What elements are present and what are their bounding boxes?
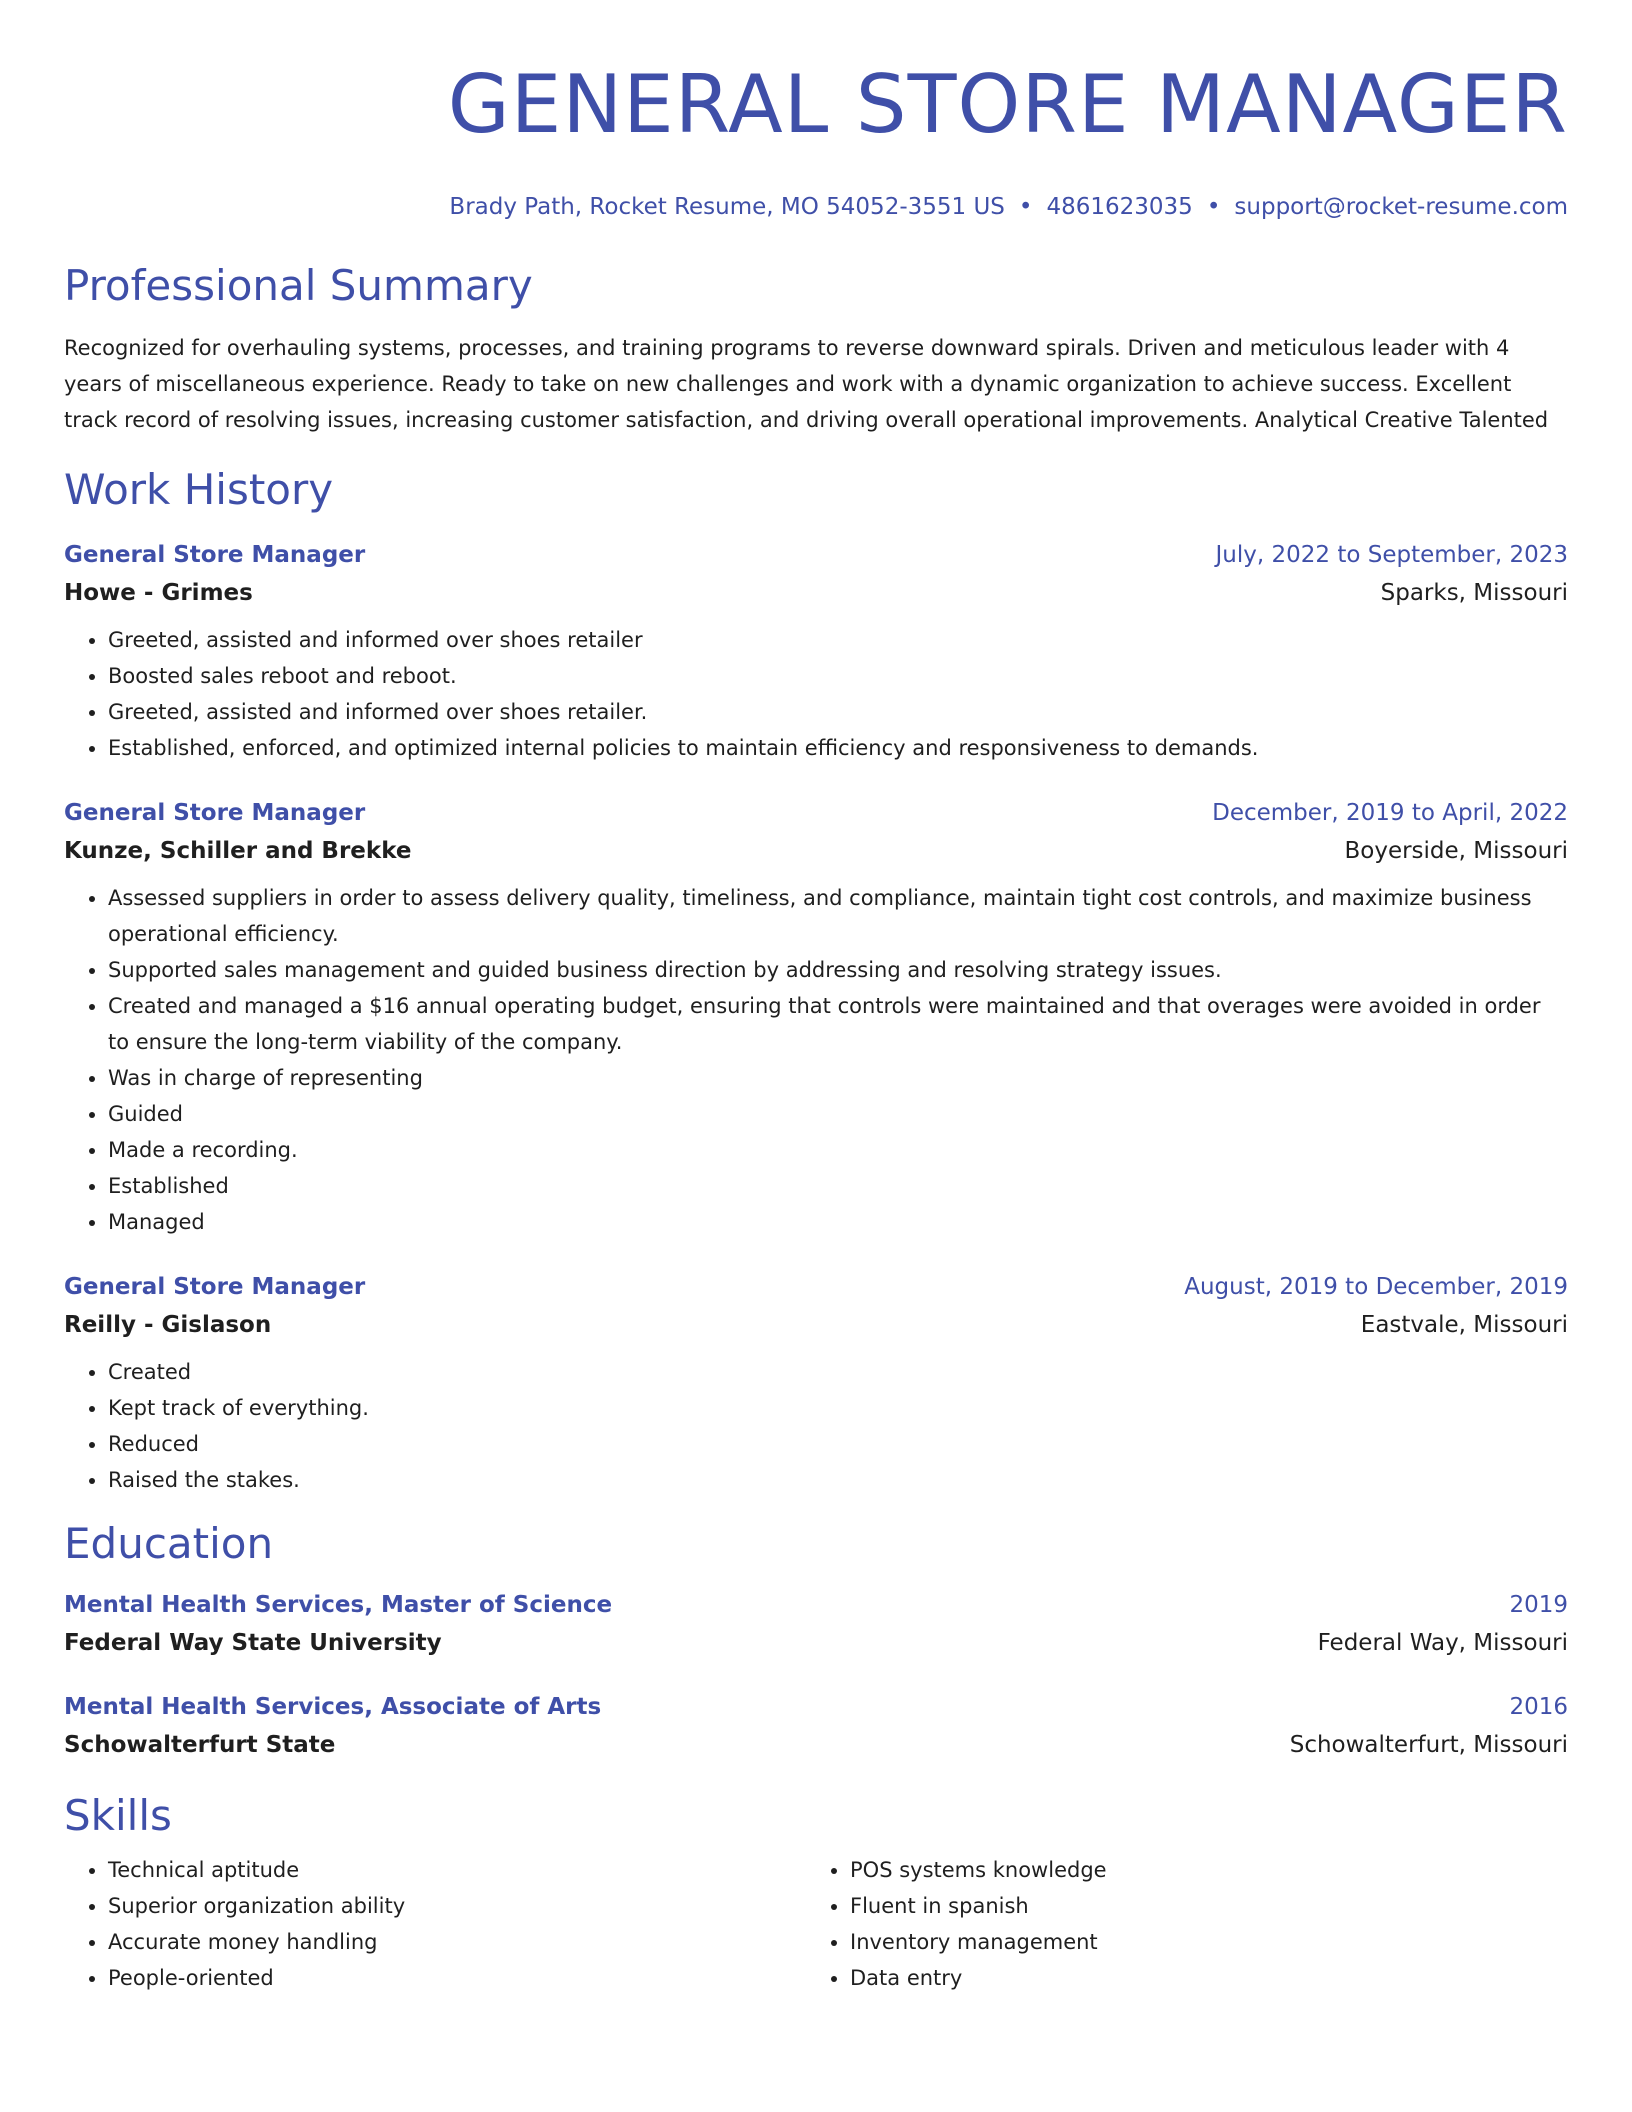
job-entry (64, 536, 1568, 766)
work-history-heading: Work History (64, 465, 334, 514)
summary-heading: Professional Summary (64, 261, 533, 310)
job-bullet: • Established, enforced, and optimized internal policies to maintain efficiency and responsiveness to demands. (108, 730, 1568, 766)
job-bullet: • Created (108, 1354, 1568, 1390)
job-location: Boyerside, Missouri (1344, 838, 1568, 864)
summary-text: Recognized for overhauling systems, processes, and training programs to reverse downward spirals. Driven and meticulous leader with 4 years of miscellaneous experience. Ready to take on new challenges and work with a dynamic organization to achieve success. Excellent track record of resolving issues, increasing customer satisfaction, and driving overall operational improvements. Analytical Creative Talented (64, 336, 1549, 432)
contact-line (64, 194, 1568, 220)
job-bullet: • Created and managed a $16 annual operating budget, ensuring that controls were maintained and that overages were avoided in order to ensure the long-term viability of the company. (108, 988, 1568, 1060)
education-year: 2016 (1509, 1694, 1568, 1720)
job-title: General Store Manager (64, 1274, 366, 1300)
job-bullet: • Guided (108, 1096, 1568, 1132)
job-location: Sparks, Missouri (1380, 580, 1568, 606)
education-location: Schowalterfurt, Missouri (1289, 1732, 1568, 1758)
job-bullet: • Kept track of everything. (108, 1390, 1568, 1426)
skill-item: • Superior organization ability (108, 1888, 806, 1924)
skills-list (64, 1852, 1568, 1996)
education-school: Schowalterfurt State (64, 1732, 336, 1758)
job-title: General Store Manager (64, 542, 366, 568)
job-dates: August, 2019 to December, 2019 (1184, 1274, 1568, 1300)
job-bullet: • Made a recording. (108, 1132, 1568, 1168)
job-bullet: • Reduced (108, 1426, 1568, 1462)
job-bullets (64, 1354, 1568, 1498)
job-bullet: • Greeted, assisted and informed over shoes retailer (108, 622, 1568, 658)
skill-item: • Accurate money handling (108, 1924, 806, 1960)
job-employer: Reilly - Gislason (64, 1312, 272, 1338)
contact-email: support@rocket-resume.com (1234, 194, 1568, 220)
job-bullet: • Was in charge of representing (108, 1060, 1568, 1096)
job-bullet: • Established (108, 1168, 1568, 1204)
skill-item: • Data entry (850, 1960, 1548, 1996)
job-entry (64, 794, 1568, 1240)
skills-column-left (64, 1852, 806, 1996)
job-bullet: • Boosted sales reboot and reboot. (108, 658, 1568, 694)
education-heading: Education (64, 1519, 274, 1568)
education-entry (64, 1586, 1568, 1662)
job-title: General Store Manager (64, 800, 366, 826)
job-employer: Kunze, Schiller and Brekke (64, 838, 412, 864)
contact-address: Brady Path, Rocket Resume, MO 54052-3551 US (449, 194, 1005, 220)
job-dates: July, 2022 to September, 2023 (1215, 542, 1568, 568)
skill-item: • People-oriented (108, 1960, 806, 1996)
education-location: Federal Way, Missouri (1317, 1630, 1568, 1656)
contact-separator: • (1018, 194, 1033, 220)
contact-separator: • (1206, 194, 1221, 220)
skill-item: • Technical aptitude (108, 1852, 806, 1888)
job-bullets (64, 622, 1568, 766)
skills-heading: Skills (64, 1791, 172, 1840)
education-school: Federal Way State University (64, 1630, 442, 1656)
job-bullet: • Assessed suppliers in order to assess delivery quality, timeliness, and compliance, maintain tight cost controls, and maximize business operational efficiency. (108, 880, 1568, 952)
education-entry (64, 1688, 1568, 1764)
job-bullet: • Raised the stakes. (108, 1462, 1568, 1498)
job-bullet: • Managed (108, 1204, 1568, 1240)
job-employer: Howe - Grimes (64, 580, 253, 606)
resume-title: GENERAL STORE MANAGER (447, 58, 1568, 151)
skill-item: • POS systems knowledge (850, 1852, 1548, 1888)
job-entry (64, 1268, 1568, 1498)
skills-column-right (806, 1852, 1548, 1996)
job-bullet: • Greeted, assisted and informed over shoes retailer. (108, 694, 1568, 730)
job-bullet: • Supported sales management and guided business direction by addressing and resolving strategy issues. (108, 952, 1568, 988)
skill-item: • Inventory management (850, 1924, 1548, 1960)
education-degree: Mental Health Services, Associate of Arts (64, 1694, 602, 1720)
job-bullets (64, 880, 1568, 1240)
job-location: Eastvale, Missouri (1360, 1312, 1568, 1338)
job-dates: December, 2019 to April, 2022 (1212, 800, 1568, 826)
contact-phone: 4861623035 (1046, 194, 1193, 220)
skill-item: • Fluent in spanish (850, 1888, 1548, 1924)
education-degree: Mental Health Services, Master of Science (64, 1592, 613, 1618)
education-year: 2019 (1509, 1592, 1568, 1618)
